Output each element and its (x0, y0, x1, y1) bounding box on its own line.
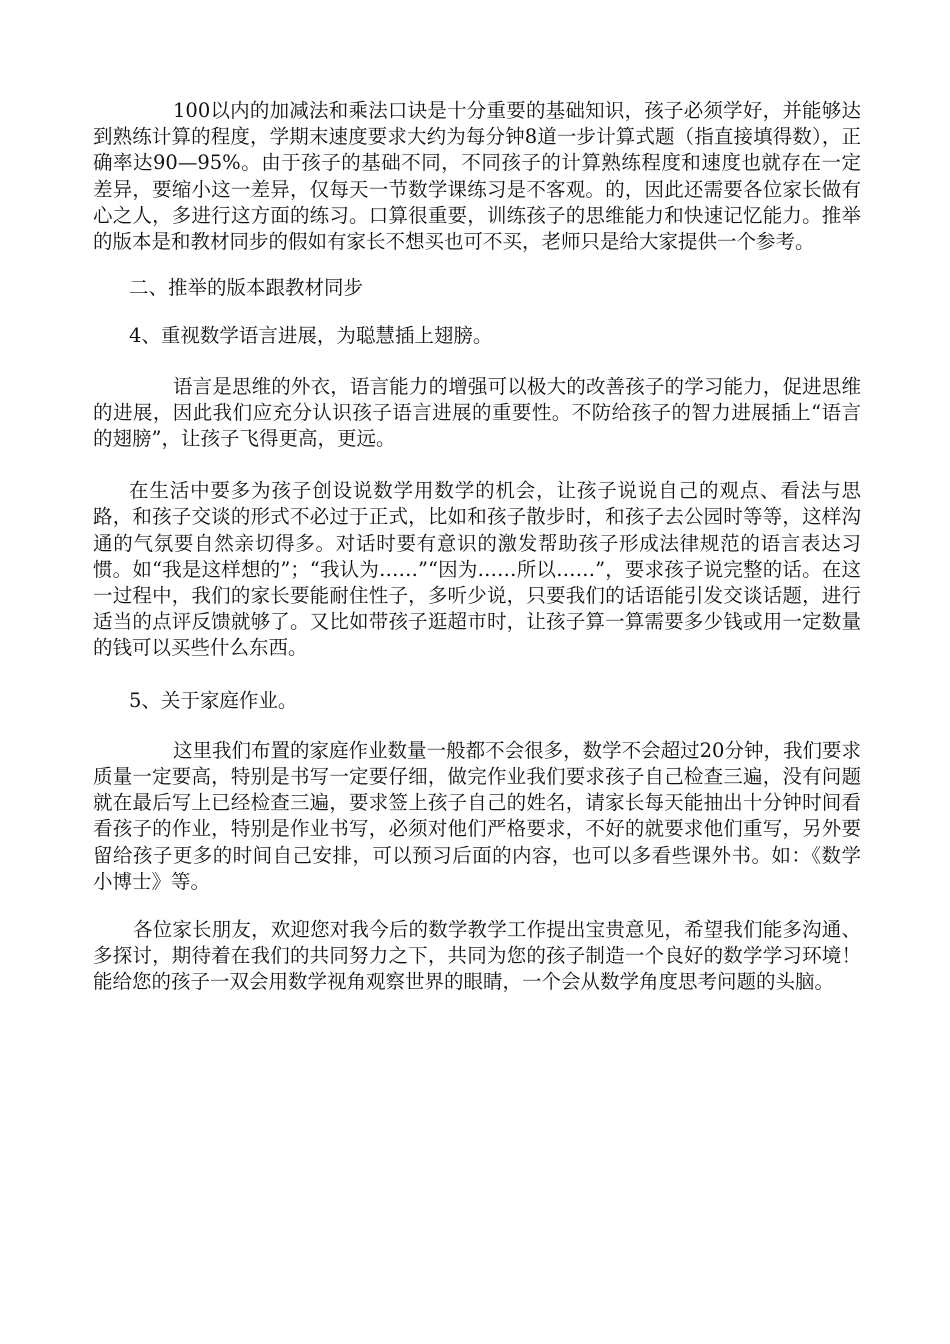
paragraph-language-thinking: 语言是思维的外衣，语言能力的增强可以极大的改善孩子的学习能力，促进思维的进展，因此我们应充分认识孩子语言进展的重要性。不防给孩子的智力进展插上“语言的翅膀”，让孩子飞得更高，更远。 (93, 374, 861, 451)
paragraph-closing-message: 各位家长朋友，欢迎您对我今后的数学教学工作提出宝贵意见，希望我们能多沟通、多探讨，期待着在我们的共同努力之下，共同为您的孩子制造一个良好的数学学习环境！能给您的孩子一双会用数学视角观察世界的眼睛，一个会从数学角度思考问题的头脑。 (93, 918, 861, 994)
paragraph-daily-life-math: 在生活中要多为孩子创设说数学用数学的机会，让孩子说说自己的观点、看法与思路，和孩子交谈的形式不必过于正式，比如和孩子散步时，和孩子去公园时等等，这样沟通的气氛要自然亲切得多。对话时要有意识的激发帮助孩子形成法律规范的语言表达习惯。如“我是这样想的”；“我认为……”“因为……所以……”，要求孩子说完整的话。在这一过程中，我们的家长要能耐住性子，多听少说，只要我们的话语能引发交谈话题，进行适当的点评反馈就够了。又比如带孩子逛超市时，让孩子算一算需要多少钱或用一定数量的钱可以买些什么东西。 (93, 479, 861, 660)
section-heading-recommended-version: 二、推举的版本跟教材同步 (129, 276, 364, 300)
section-heading-homework: 5、关于家庭作业。 (129, 688, 298, 712)
paragraph-calculation-practice: 100以内的加减法和乘法口诀是十分重要的基础知识，孩子必须学好，并能够达到熟练计算的程度，学期末速度要求大约为每分钟8道一步计算式题（指直接填得数），正确率达90—95%。由于孩子的基础不同，不同孩子的计算熟练程度和速度也就存在一定差异，要缩小这一差异，仅每天一节数学课练习是不客观。的，因此还需要各位家长做有心之人，多进行这方面的练习。口算很重要，训练孩子的思维能力和快速记忆能力。推举的版本是和教材同步的假如有家长不想买也可不买，老师只是给大家提供一个参考。 (93, 99, 861, 254)
paragraph-homework-details: 这里我们布置的家庭作业数量一般都不会很多，数学不会超过20分钟，我们要求质量一定要高，特别是书写一定要仔细，做完作业我们要求孩子自己检查三遍，没有问题就在最后写上已经检查三遍，要求签上孩子自己的姓名，请家长每天能抽出十分钟时间看看孩子的作业，特别是作业书写，必须对他们严格要求，不好的就要求他们重写，另外要留给孩子更多的时间自己安排，可以预习后面的内容，也可以多看些课外书。如：《数学小博士》等。 (93, 738, 861, 893)
section-heading-math-language: 4、重视数学语言进展，为聪慧插上翅膀。 (129, 324, 493, 348)
document-body (93, 98, 861, 996)
